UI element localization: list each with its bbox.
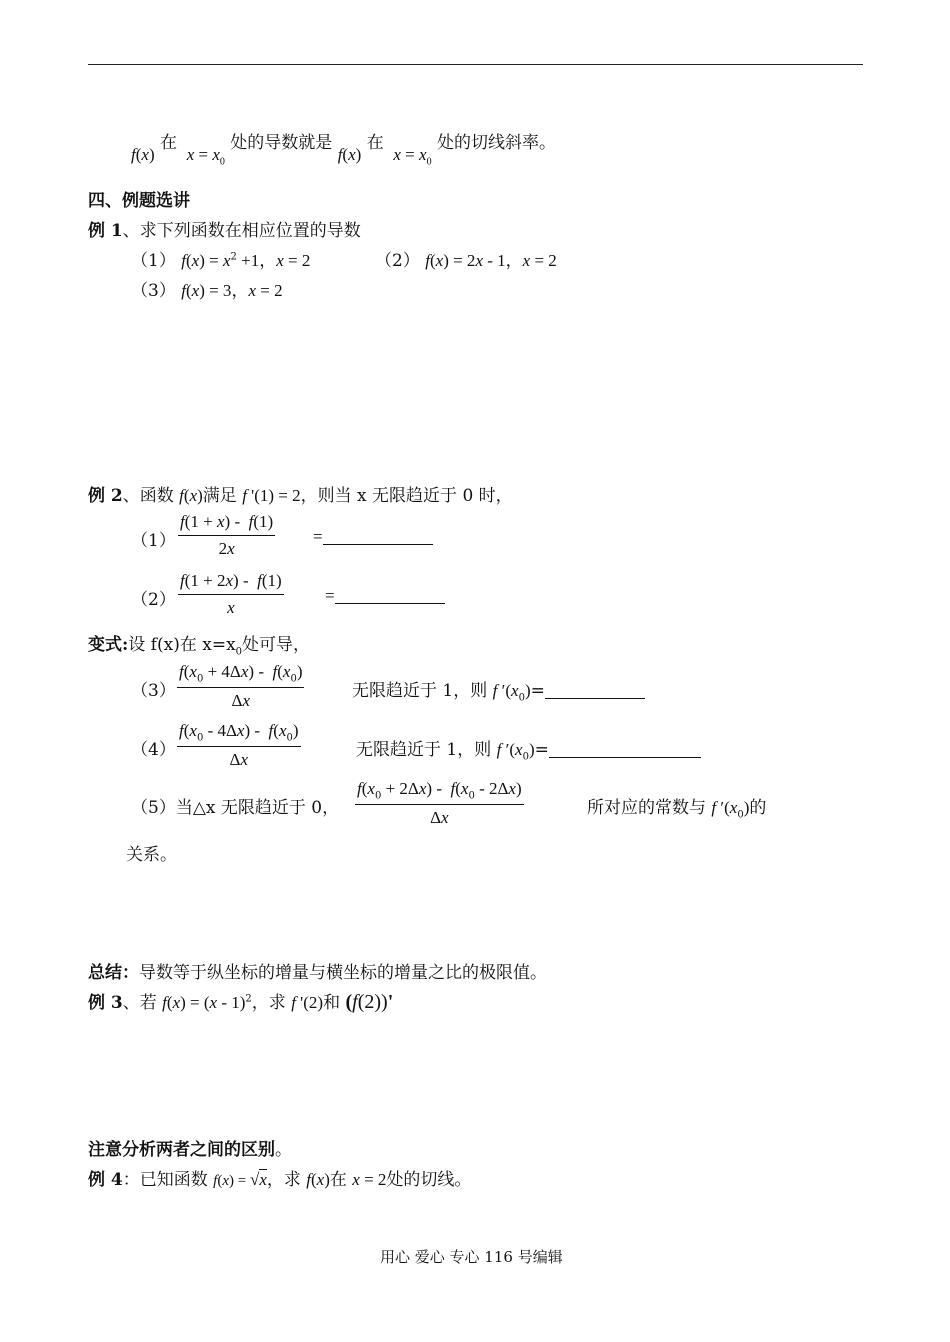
variant-heading: 变式:设 f(x)在 $x=x_0$处可导， [88, 635, 311, 658]
tangent-statement: f(x) 在 $x = x_0$ 处的导数就是 f(x) 在 $x = x_0$ 处的切线斜率。 [131, 133, 556, 168]
answer-blank-1[interactable]: = [313, 526, 433, 547]
answer-blank-2[interactable]: = [325, 585, 445, 606]
fraction-ex2-1: $\frac{f(1 + x) - f(1)}{2x}$ [180, 512, 274, 558]
example-2-item-2-label: （2） [131, 590, 176, 610]
example-2-heading: 例 2、函数 f(x)满足 f '(1) = 2，则当 x 无限趋近于 0 时， [88, 486, 513, 506]
example-4-heading: 例 4：已知函数 f(x) = √x，求 f(x)在 x = 2处的切线。 [88, 1170, 472, 1190]
fraction-variant-4: $\frac{f(x_0 - 4\Delta x) - f(x_0)}{\Delta x}$ [179, 721, 299, 770]
example-1-item-2: （2） f(x) = 2x - 1，x = 2 [375, 251, 557, 271]
example-1-item-3: （3） f(x) = 3，x = 2 [131, 281, 283, 301]
example-1-item-1: （1） $f(x) = x^2 +1$，x = 2 [131, 251, 311, 271]
variant-item-5-label: （5）当△x 无限趋近于 0， [131, 798, 340, 818]
fraction-variant-5: $\frac{f(x_0 + 2\Delta x) - f(x_0 - 2\Delta x)}{\Delta x}$ [357, 779, 522, 828]
example-2-item-1-label: （1） [131, 531, 176, 551]
variant-item-4-text: 无限趋近于 1，则 f $'(x_0)=$ [356, 735, 701, 762]
summary: 总结：导数等于纵坐标的增量与横坐标的增量之比的极限值。 [88, 963, 547, 983]
section-title: 四、例题选讲 [88, 191, 190, 211]
fraction-variant-3: $\frac{f(x_0 + 4\Delta x) - f(x_0)}{\Delta x}$ [179, 662, 303, 711]
example-1-heading: 例 1、求下列函数在相应位置的导数 [88, 221, 361, 241]
variant-item-3-text: 无限趋近于 1，则 f $'(x_0)=$ [352, 676, 645, 703]
variant-item-3-label: （3） [131, 681, 176, 701]
answer-blank-4[interactable] [549, 739, 701, 758]
fraction-ex2-2: $\frac{f(1 + 2x) - f(1)}{x}$ [180, 571, 282, 617]
header-rule [88, 64, 863, 65]
answer-blank-3[interactable] [545, 680, 645, 699]
variant-item-4-label: （4） [131, 740, 176, 760]
variant-item-5-text: 所对应的常数与 f $'(x_0)$的 [587, 798, 767, 821]
variant-item-5-continuation: 关系。 [126, 845, 177, 865]
note: 注意分析两者之间的区别。 [88, 1140, 292, 1160]
example-3-heading: 例 3、若 f(x) = (x - 1)$^2$，求 f '(2)和 (f(2))' [88, 991, 394, 1013]
footer: 用心 爱心 专心 116 号编辑 [380, 1248, 563, 1266]
